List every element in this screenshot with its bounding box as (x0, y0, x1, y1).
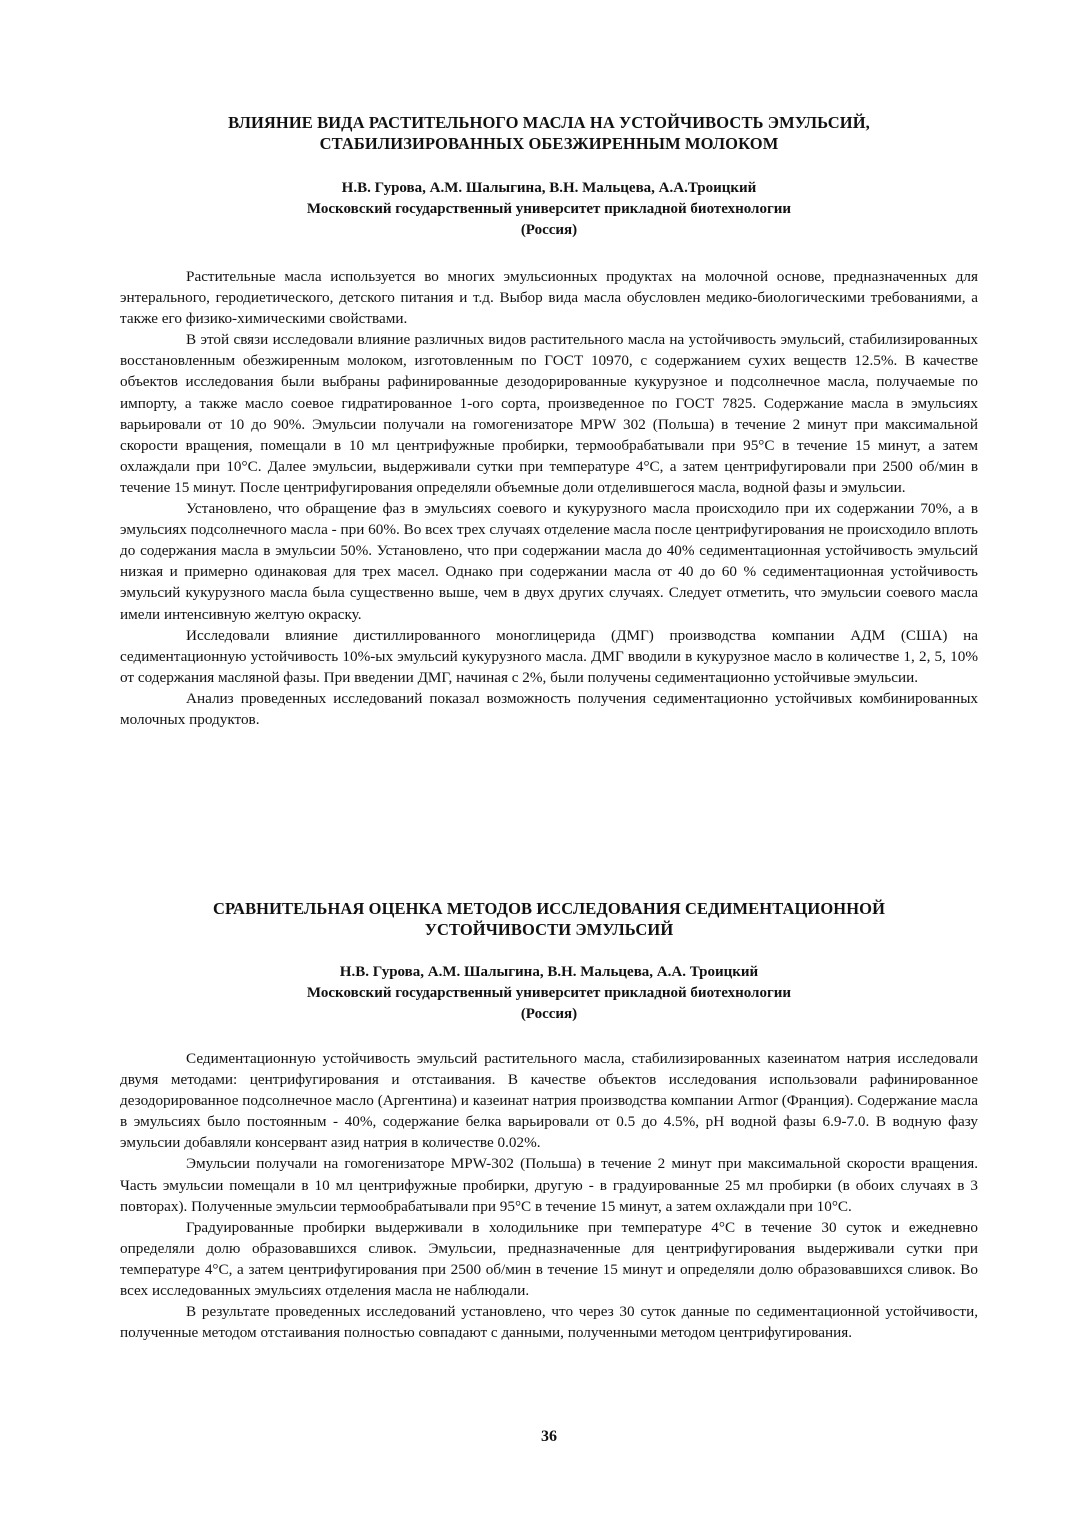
article-body (120, 1048, 978, 1343)
byline (120, 962, 978, 1025)
paragraph: Исследовали влияние дистиллированного моноглицерида (ДМГ) производства компании АДМ (США) на седиментационную устойчивость 10%-ых эмульсий кукурузного масла. ДМГ вводили в кукурузное масло в количестве 1, 2, 5, 10% от содержания масляной фазы. При введении ДМГ, начиная с 2%, были получены седиментационно устойчивые эмульсии. (120, 626, 978, 686)
paragraph: Анализ проведенных исследований показал возможность получения седиментационно устойчивых комбинированных молочных продуктов. (120, 689, 978, 728)
affiliation: Московский государственный университет прикладной биотехнологии (306, 201, 792, 217)
article-title (120, 898, 978, 940)
authors: Н.В. Гурова, А.М. Шалыгина, В.Н. Мальцева, А.А.Троицкий (341, 180, 757, 196)
paragraph: Седиментационную устойчивость эмульсий растительного масла, стабилизированных казеинатом натрия исследовали двумя методами: центрифугирования и отстаивания. В качестве объектов исследования использовали рафинированное дезодорированное подсолнечное масло (Аргентина) и казеинат натрия производства компании Armor (Франция). Содержание масла в эмульсиях было постоянным - 40%, содержание белка варьировали от 0.5 до 4.5%, рН водной фазы 6.9-7.0. В водную фазу эмульсии добавляли консервант азид натрия в количестве 0.02%. (120, 1050, 978, 1152)
byline (120, 178, 978, 241)
paragraph: Установлено, что обращение фаз в эмульсиях соевого и кукурузного масла происходило при их содержании 70%, а в эмульсиях подсолнечного масла - при 60%. Во всех трех случаях отделение масла после центрифугирования не происходило вплоть до содержания масла в эмульсии 50%. Установлено, что при содержании масла до 40% седиментационная устойчивость эмульсий низкая и примерно одинаковая для трех масел. Однако при содержании масла от 40 до 60 % седиментационная устойчивость эмульсий кукурузного масла была существенно выше, чем в двух других случаях. Следует отметить, что эмульсии соевого масла имели интенсивную желтую окраску. (120, 500, 978, 623)
paragraph: Эмульсии получали на гомогенизаторе MPW-302 (Польша) в течение 2 минут при максимальной скорости вращения. Часть эмульсии помещали в 10 мл центрифужные пробирки, другую - в градуированные 25 мл пробирки (в обоих случаях в 3 повторах). Полученные эмульсии термообрабатывали при 95°С в течение 15 минут, а затем охлаждали при 10°С. (120, 1155, 978, 1215)
country: (Россия) (520, 222, 578, 238)
article-body (120, 266, 978, 730)
title-line: ВЛИЯНИЕ ВИДА РАСТИТЕЛЬНОГО МАСЛА НА УСТОЙЧИВОСТЬ ЭМУЛЬСИЙ, (228, 113, 870, 132)
article-1 (120, 112, 978, 730)
title-line: УСТОЙЧИВОСТИ ЭМУЛЬСИЙ (424, 920, 674, 939)
affiliation: Московский государственный университет прикладной биотехнологии (306, 985, 792, 1001)
article-title (120, 112, 978, 154)
country: (Россия) (520, 1006, 578, 1022)
paragraph: Градуированные пробирки выдерживали в холодильнике при температуре 4°С в течение 30 суток и ежедневно определяли долю образовавшихся сливок. Эмульсии, предназначенные для центрифугирования выдерживали сутки при температуре 4°С, а затем центрифугирования при 2500 об/мин в течение 15 минут и определяли долю образовавшихся сливок. Во всех исследованных эмульсиях отделения масла не наблюдали. (120, 1218, 978, 1300)
paragraph: В результате проведенных исследований установлено, что через 30 суток данные по седиментационной устойчивости, полученные методом отстаивания полностью совпадают с данными, полученными методом центрифугирования. (120, 1303, 978, 1342)
article-2 (120, 898, 978, 1343)
authors: Н.В. Гурова, А.М. Шалыгина, В.Н. Мальцева, А.А. Троицкий (339, 964, 759, 980)
paragraph: В этой связи исследовали влияние различных видов растительного масла на устойчивость эмульсий, стабилизированных восстановленным обезжиренным молоком, изготовленным по ГОСТ 10970, с содержанием сухих веществ 12.5%. В качестве объектов исследования были выбраны рафинированные дезодорированные кукурузное и подсолнечное масла, получаемые по импорту, а также масло соевое гидратированное 1-ого сорта, произведенное по ГОСТ 7825. Содержание масла в эмульсиях варьировали от 10 до 90%. Эмульсии получали на гомогенизаторе MPW 302 (Польша) в течение 2 минут при максимальной скорости вращения, помещали в 10 мл центрифужные пробирки, термообрабатывали при 95°С в течение 15 минут, а затем охлаждали при 10°С. Далее эмульсии, выдерживали сутки при температуре 4°С, а затем центрифугировали при 2500 об/мин в течение 15 минут. После центрифугирования определяли объемные доли отделившегося масла, водной фазы и эмульсии. (120, 331, 978, 496)
paragraph: Растительные масла используется во многих эмульсионных продуктах на молочной основе, предназначенных для энтерального, геродиетического, детского питания и т.д. Выбор вида масла обусловлен медико-биологическими требованиями, а также его физико-химическими свойствами. (120, 268, 978, 328)
document-page (120, 0, 978, 1529)
title-line: СТАБИЛИЗИРОВАННЫХ ОБЕЗЖИРЕННЫМ МОЛОКОМ (319, 134, 779, 153)
title-line: СРАВНИТЕЛЬНАЯ ОЦЕНКА МЕТОДОВ ИССЛЕДОВАНИЯ СЕДИМЕНТАЦИОННОЙ (212, 899, 886, 918)
page-number: 36 (541, 1428, 557, 1445)
